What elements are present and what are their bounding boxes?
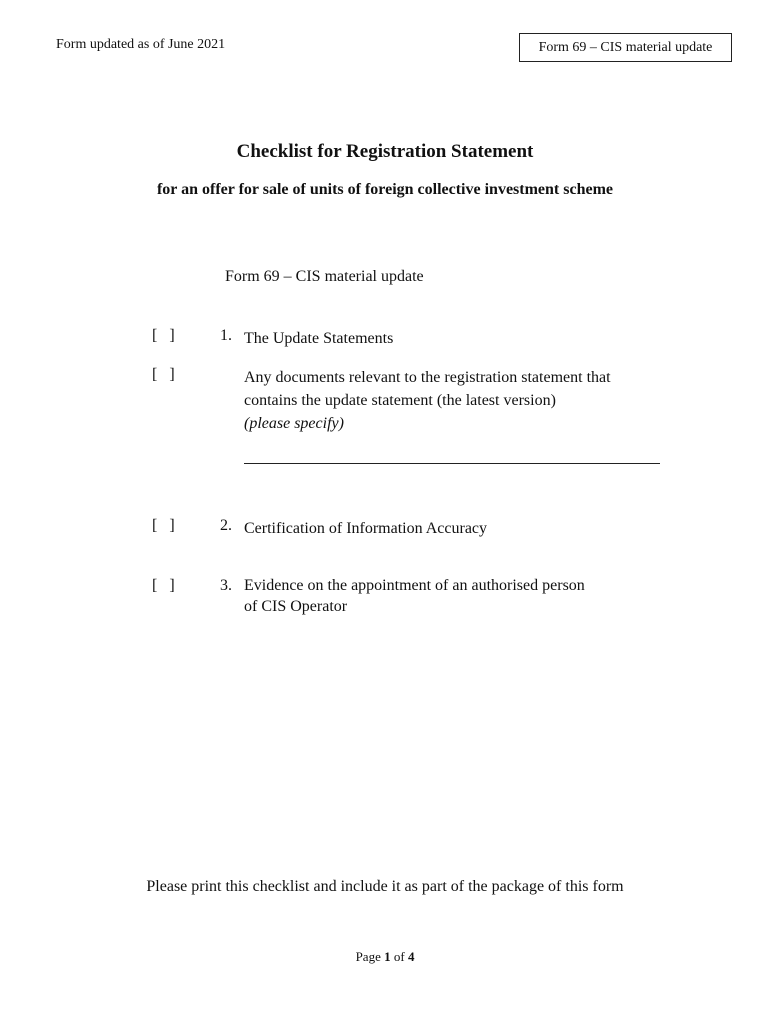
item-3-line1: Evidence on the appointment of an authorised person xyxy=(244,577,585,594)
form-reference: Form 69 – CIS material update xyxy=(225,268,424,285)
item-3-text xyxy=(244,575,684,617)
of-word: of xyxy=(393,949,405,964)
item-3-number: 3. xyxy=(220,577,232,594)
item-documents-line1: Any documents relevant to the registration statement that xyxy=(244,369,611,386)
page-footer xyxy=(0,949,770,965)
item-1-number: 1. xyxy=(220,327,232,344)
page-word: Page xyxy=(355,949,381,964)
item-documents-note: (please specify) xyxy=(244,415,344,432)
form-label-box xyxy=(519,33,732,62)
item-documents-line2: contains the update statement (the latest version) xyxy=(244,392,556,409)
checkbox-item-3[interactable]: [ ] xyxy=(152,577,175,594)
page-title: Checklist for Registration Statement xyxy=(236,141,534,162)
page-current: 1 xyxy=(384,949,391,964)
checkbox-item-documents[interactable]: [ ] xyxy=(152,366,175,383)
page-subtitle: for an offer for sale of units of foreign collective investment scheme xyxy=(156,181,614,198)
form-updated-note: Form updated as of June 2021 xyxy=(56,37,226,52)
specify-input-line[interactable] xyxy=(244,451,660,464)
checkbox-item-1[interactable]: [ ] xyxy=(152,327,175,344)
checkbox-item-2[interactable]: [ ] xyxy=(152,517,175,534)
item-1-text: The Update Statements xyxy=(244,330,394,347)
item-3-line2: of CIS Operator xyxy=(244,598,348,615)
item-2-number: 2. xyxy=(220,517,232,534)
form-label-text: Form 69 – CIS material update xyxy=(538,39,713,55)
print-instruction: Please print this checklist and include it as part of the package of this form xyxy=(146,878,624,895)
item-documents-text xyxy=(244,366,684,435)
page-total: 4 xyxy=(407,949,415,964)
item-2-text: Certification of Information Accuracy xyxy=(244,520,488,537)
